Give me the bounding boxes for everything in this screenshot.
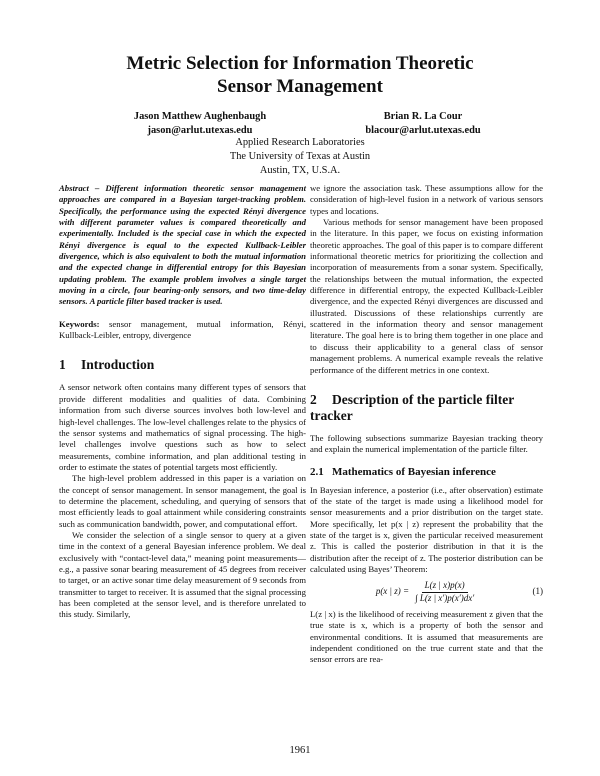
bayes-para-2: L(z | x) is the likelihood of receiving measurement z given that the true state is x, which is a property of both the sensor and environmental conditions. It is assumed that measurements are independent conditioned on the true current state and that the sensor errors are rea- bbox=[310, 608, 543, 665]
intro-para-1: A sensor network often contains many different types of sensors that provide different modalities and qualities of data. Combining information from such diverse sources involves both low-level and high-level challenges. The low-level challenges relate to the physics of the sensor systems and mathematics of signal processing. The high-level challenges involve questions such as how to select measurements, combine information, and plan additional testing in order to estimate the states of potential targets most efficiently. bbox=[59, 382, 306, 472]
equation-number: (1) bbox=[532, 586, 543, 597]
section-2-title: Description of the particle filter tracker bbox=[310, 391, 514, 423]
bayes-equation bbox=[310, 580, 543, 604]
equation-fraction bbox=[412, 580, 477, 604]
section-2-1-title: Mathematics of Bayesian inference bbox=[332, 465, 496, 478]
author-2 bbox=[348, 110, 498, 138]
right-column bbox=[310, 183, 543, 666]
abstract: Abstract – Different information theoretic sensor management approaches are compared in a Bayesian target-tracking problem. Specifically, the performance using the expected Rényi divergence with different parameter values is compared theoretically and experimentally. Included is the special case in which the expected Rényi divergence is equal to the expected Kullback-Leibler divergence, which is also equivalent to both the mutual information and the expected change in differential entropy for this Bayesian updating problem. The example problem involves a single target moving in a circle, four bearing-only sensors, and two time-delay sensors. A particle filter based tracker is used. bbox=[59, 183, 306, 307]
section-2-para: The following subsections summarize Bayesian tracking theory and explain the numerical implementation of the particle filter. bbox=[310, 432, 543, 455]
equation-denominator: ∫ L(z | x′)p(x′)dx′ bbox=[415, 592, 475, 603]
affiliation-line-3: Austin, TX, U.S.A. bbox=[259, 165, 341, 176]
affiliation-line-2: The University of Texas at Austin bbox=[229, 151, 371, 162]
intro-para-3: We consider the selection of a single sensor to query at a given time in the context of a general Bayesian inference problem. We deal exclusively with “contact-level data,” meaning point measurements—e.g., a passive sonar bearing measurement of 45 degrees from receiver to target, or an active sonar time delay measurement of 9 seconds from transmitter to target to receiver. It is assumed that the signal processing has been completed at the sensor level, and is therefore unrelated to this study. Similarly, bbox=[59, 529, 306, 620]
equation-numerator: L(z | x)p(x) bbox=[422, 580, 468, 592]
title-line-2: Sensor Management bbox=[217, 76, 383, 97]
section-2-1-heading bbox=[310, 466, 543, 479]
affiliation-line-1: Applied Research Laboratories bbox=[235, 137, 365, 148]
left-column bbox=[59, 183, 306, 621]
author-1 bbox=[125, 110, 275, 138]
author-2-email: blacour@arlut.utexas.edu bbox=[365, 125, 481, 136]
section-1-heading bbox=[59, 357, 306, 373]
right-para-2: Various methods for sensor management have been proposed in the literature. In this paper, we focus on existing information theoretic approaches. The goal of this paper is to compare different informational theoretic metrics for prioritizing the collection and incorporation of measurements from a sonar system. Specifically, the relationships between the mutual information, the expected difference in differential entropy, the expected Kullback-Leibler divergence, and the expected Rényi divergences are discussed and illustrated. Discussions of these relationships currently are scattered in the information theory and sensor management literature. The goal here is to bring them together in one place and to discuss their applicability to a general class of sensor management problems. A numerical example reveals the relative performance of the different metrics in one context. bbox=[310, 217, 543, 375]
section-2-heading bbox=[310, 392, 543, 424]
section-1-title: Introduction bbox=[81, 357, 155, 373]
right-para-1: we ignore the association task. These assumptions allow for the consideration of high-level fusion in a network of various sensors types and locations. bbox=[310, 183, 543, 216]
paper-title bbox=[0, 52, 600, 98]
keywords-label: Keywords: bbox=[59, 318, 100, 329]
bayes-para-1: In Bayesian inference, a posterior (i.e., after observation) estimate of the state of the target is made using a likelihood model for sensor measurements and a prior distribution on the target state. More specifically, let p(x | z) represent the probability that the state of the target is x, given the particular received measurement z. This is called the posterior distribution in that it is the distribution after the receipt of z. The posterior distribution can be calculated using Bayes’ Theorem: bbox=[310, 484, 543, 574]
author-1-email: jason@arlut.utexas.edu bbox=[147, 125, 253, 136]
section-2-number: 2 bbox=[310, 391, 317, 407]
keywords-text: sensor management, mutual information, Rényi, Kullback-Leibler, entropy, divergence bbox=[59, 318, 307, 341]
author-1-name: Jason Matthew Aughenbaugh bbox=[133, 111, 267, 122]
page-number: 1961 bbox=[289, 745, 311, 756]
section-1-number: 1 bbox=[59, 357, 66, 373]
keywords bbox=[59, 319, 306, 342]
author-2-name: Brian R. La Cour bbox=[383, 111, 463, 122]
affiliation bbox=[0, 136, 600, 178]
title-line-1: Metric Selection for Information Theoretic bbox=[126, 53, 474, 74]
section-2-1-number: 2.1 bbox=[310, 465, 324, 478]
equation-lhs: p(x | z) = bbox=[375, 586, 410, 597]
intro-para-2: The high-level problem addressed in this paper is a variation on the concept of sensor management. In sensor management, the goal is to determine the placement, scheduling, and querying of sensors that most efficiently leads to goal attainment while considering constraints such as communication bandwidth, power, and computational effort. bbox=[59, 473, 306, 529]
